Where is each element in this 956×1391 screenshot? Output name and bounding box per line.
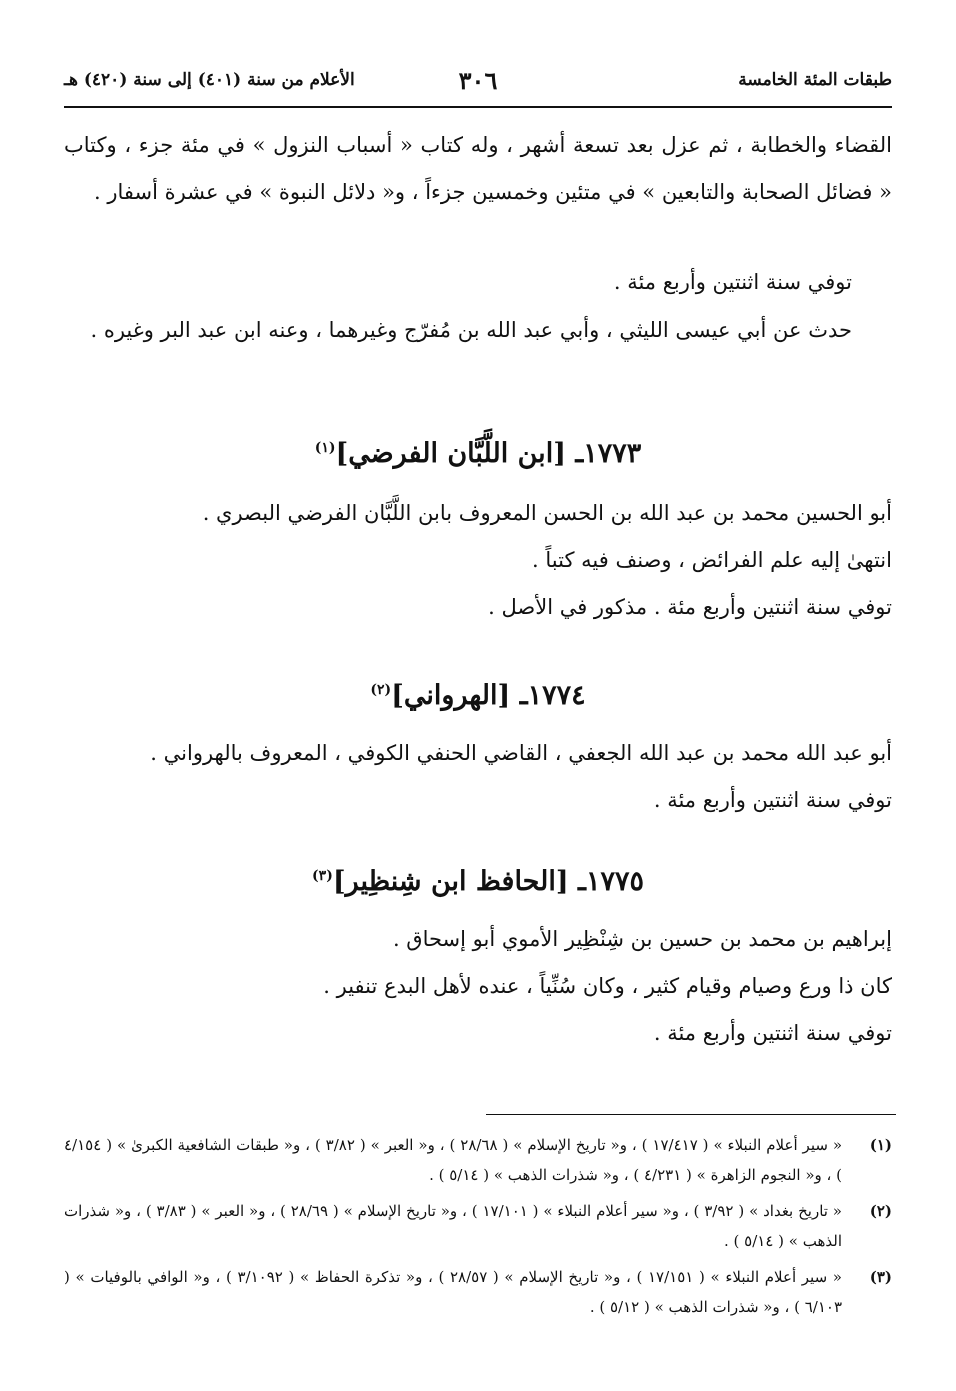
entry-line: كان ذا ورع وصيام وقيام كثير ، وكان سُنِّياً ، عنده لأهل البدع تنفير . [323, 974, 892, 998]
footnote-text: « سير أعلام النبلاء » ( ١٧/٤١٧ ) ، و« تاريخ الإسلام » ( ٢٨/٦٨ ) ، و« العبر » ( ٣/٨٢ ) ، و« طبقات الشافعية الكبرىٰ » ( ٤/١٥٤ ) ، و« النجوم الزاهرة » ( ٤/٢٣١ ) ، و« شذرات الذهب » ( ٥/١٤ ) . [64, 1136, 843, 1184]
footnote-divider [486, 1114, 896, 1115]
entry-title-text: ١٧٧٤ـ [الهرواني] [391, 680, 586, 711]
footnote-ref: (٣) [312, 868, 333, 884]
running-header [64, 66, 892, 104]
entry-line: أبو عبد الله محمد بن عبد الله الجعفي ، القاضي الحنفي الكوفي ، المعروف بالهرواني . [150, 741, 892, 765]
paragraph: القضاء والخطابة ، ثم عزل بعد تسعة أشهر ، وله كتاب « أسباب النزول » في مئة جزء ، وكتاب « فضائل الصحابة والتابعين » في متئين وخمسين جزءاً ، و« دلائل النبوة » في عشرة أسفار . [64, 133, 892, 204]
footnote-ref: (١) [314, 440, 336, 456]
entry-body-1775 [64, 916, 892, 1057]
paragraph: توفي سنة اثنتين وأربع مئة . [613, 270, 852, 294]
continuation-text-3 [64, 307, 892, 354]
entry-body-1774 [64, 730, 892, 824]
footnote-ref: (٢) [370, 682, 392, 698]
header-range-title: الأعلام من سنة (٤٠١) إلى سنة (٤٢٠) هـ [64, 70, 355, 90]
footnote [64, 1262, 892, 1322]
footnote-text: « تاريخ بغداد » ( ٣/٩٢ ) ، و« سير أعلام النبلاء » ( ١٧/١٠١ ) ، و« تاريخ الإسلام » ( ٢٨/٦٩ ) ، و« العبر » ( ٣/٨٣ ) ، و« شذرات الذهب » ( ٥/١٤ ) . [64, 1202, 842, 1250]
paragraph: حدث عن أبي عيسى الليثي ، وأبي عبد الله بن مُفرّج وغيرهما ، وعنه ابن عبد البر وغيره . [90, 318, 852, 342]
header-section-title: طبقات المئة الخامسة [738, 70, 892, 90]
footnote-number: (٢) [869, 1202, 892, 1220]
entry-line: توفي سنة اثنتين وأربع مئة . [653, 1021, 892, 1045]
entry-line: توفي سنة اثنتين وأربع مئة . [653, 788, 892, 812]
entry-line: توفي سنة اثنتين وأربع مئة . مذكور في الأصل . [488, 595, 892, 619]
entry-line: إبراهيم بن محمد بن حسين بن شِنْظِير الأموي أبو إسحاق . [392, 927, 892, 951]
entry-title-text: ١٧٧٣ـ [ابن اللَّبَّان الفرضي] [335, 438, 642, 469]
entry-title-1774 [64, 680, 892, 711]
entry-title-text: ١٧٧٥ـ [الحافظ ابن شِنظِير] [332, 866, 644, 897]
footnote-number: (١) [869, 1136, 892, 1154]
footnote-text: « سير أعلام النبلاء » ( ١٧/١٥١ ) ، و« تاريخ الإسلام » ( ٢٨/٥٧ ) ، و« تذكرة الحفاظ » ( ٣/١٠٩٢ ) ، و« الوافي بالوفيات » ( ٦/١٠٣ ) ، و« شذرات الذهب » ( ٥/١٢ ) . [64, 1268, 842, 1316]
entry-body-1773 [64, 490, 892, 631]
entry-line: انتهىٰ إليه علم الفرائض ، وصنف فيه كتباً . [532, 548, 892, 572]
entry-title-1773 [64, 438, 892, 469]
continuation-text-2 [64, 259, 892, 306]
entry-title-1775 [64, 866, 892, 897]
continuation-text [64, 122, 892, 216]
footnotes [64, 1130, 892, 1328]
footnote [64, 1196, 892, 1256]
footnote-number: (٣) [869, 1268, 892, 1286]
page-number: ٣٠٦ [458, 66, 498, 95]
entry-line: أبو الحسين محمد بن عبد الله بن الحسن المعروف بابن اللَّبَّان الفرضي البصري . [202, 501, 892, 525]
footnote [64, 1130, 892, 1190]
header-divider [64, 106, 892, 108]
